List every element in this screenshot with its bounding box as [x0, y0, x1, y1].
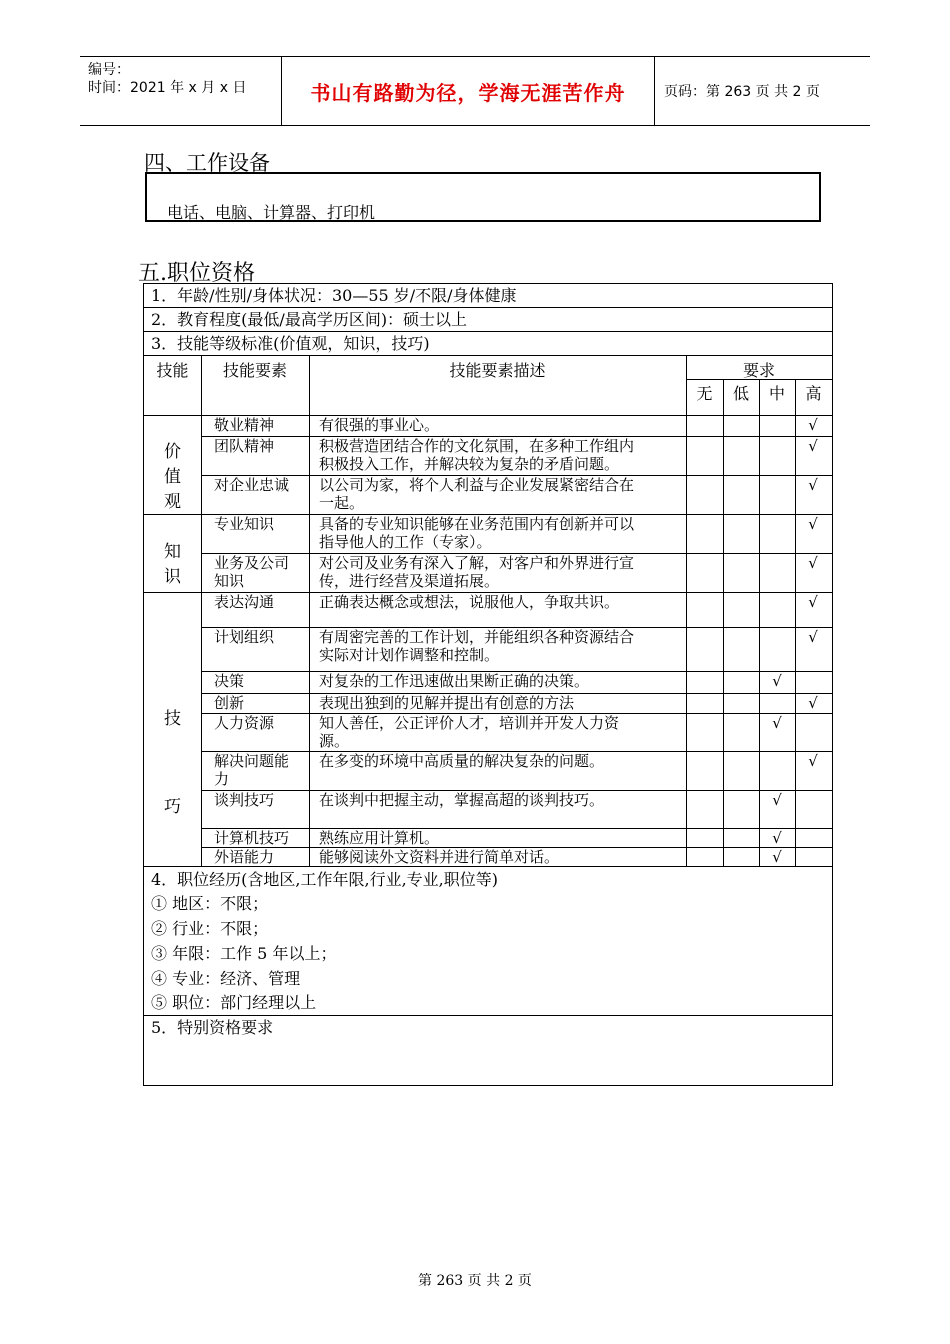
experience-item: ⑤ 职位：部门经理以上 — [151, 993, 317, 1012]
skill-description-cont: 积极投入工作，并解决较为复杂的矛盾问题。 — [319, 455, 620, 473]
skill-element: 外语能力 — [214, 848, 275, 866]
experience-item: ① 地区：不限； — [151, 894, 269, 913]
experience-item: ② 行业：不限； — [151, 919, 269, 938]
requirement-check-mark: √ — [808, 593, 818, 611]
skill-element: 解决问题能 — [214, 752, 290, 770]
skill-description: 在谈判中把握主动，掌握高超的谈判技巧。 — [319, 791, 605, 809]
table-line — [686, 355, 687, 866]
section-5-title: 五.职位资格 — [138, 261, 255, 286]
requirement-check-mark: √ — [772, 672, 782, 690]
skill-description: 熟练应用计算机。 — [319, 829, 440, 847]
level-mid: 中 — [768, 384, 785, 403]
skill-description: 正确表达概念或想法，说服他人，争取共识。 — [319, 593, 620, 611]
skill-element: 计划组织 — [214, 628, 275, 646]
requirement-check-mark: √ — [808, 752, 818, 770]
requirement-check-mark: √ — [772, 714, 782, 732]
equipment-box — [145, 172, 821, 222]
requirement-check-mark: √ — [808, 515, 818, 533]
skill-element: 团队精神 — [214, 437, 275, 455]
education-row: 2．教育程度(最低/最高学历区间)：硕士以上 — [151, 310, 468, 329]
page-header — [80, 56, 870, 126]
experience-item: ③ 年限：工作 5 年以上； — [151, 944, 337, 963]
header-page-label: 页码：第 263 页 共 2 页 — [664, 84, 820, 100]
table-line — [144, 355, 832, 356]
category-knowledge: 知 识 — [164, 542, 181, 587]
skill-description: 对公司及业务有深入了解，对客户和外界进行宣 — [319, 554, 635, 572]
experience-title: 4．职位经历(含地区,工作年限,行业,专业,职位等) — [151, 870, 499, 889]
skill-element: 表达沟通 — [214, 593, 275, 611]
header-meta — [80, 57, 281, 125]
requirement-check-mark: √ — [808, 694, 818, 712]
header-motto: 书山有路勤为径，学海无涯苦作舟 — [281, 57, 655, 125]
header-element: 技能要素 — [222, 361, 287, 380]
section-4-title: 四、工作设备 — [144, 151, 270, 175]
skill-element: 谈判技巧 — [214, 791, 275, 809]
age-gender-health-row: 1．年龄/性别/身体状况：30—55 岁/不限/身体健康 — [151, 286, 517, 305]
skill-description: 有很强的事业心。 — [319, 416, 440, 434]
skill-element: 计算机技巧 — [214, 829, 290, 847]
requirement-check-mark: √ — [808, 416, 818, 434]
requirement-check-mark: √ — [808, 554, 818, 572]
table-line — [309, 355, 310, 866]
header-description: 技能要素描述 — [449, 361, 546, 380]
requirement-check-mark: √ — [772, 791, 782, 809]
skill-description: 对复杂的工作迅速做出果断正确的决策。 — [319, 672, 590, 690]
skill-description: 表现出独到的见解并提出有创意的方法 — [319, 694, 575, 712]
level-high: 高 — [805, 384, 822, 403]
skill-description: 在多变的环境中高质量的解决复杂的问题。 — [319, 752, 605, 770]
skill-element-cont: 知识 — [214, 572, 245, 590]
table-line — [144, 331, 832, 332]
category-skills-bottom: 巧 — [164, 797, 181, 817]
skill-description: 具备的专业知识能够在业务范围内有创新并可以 — [319, 515, 635, 533]
skill-standard-row: 3．技能等级标准(价值观，知识，技巧) — [151, 334, 430, 353]
requirement-check-mark: √ — [772, 829, 782, 847]
page-footer: 第 263 页 共 2 页 — [418, 1273, 532, 1289]
skill-element: 业务及公司 — [214, 554, 290, 572]
table-line — [144, 1015, 832, 1016]
equipment-text: 电话、电脑、计算器、打印机 — [167, 203, 376, 222]
requirement-check-mark: √ — [808, 476, 818, 494]
skill-description: 有周密完善的工作计划，并能组织各种资源结合 — [319, 628, 635, 646]
header-skill: 技能 — [156, 361, 189, 380]
level-none: 无 — [696, 384, 713, 403]
header-requirement: 要求 — [742, 361, 775, 380]
skill-description: 能够阅读外文资料并进行简单对话。 — [319, 848, 560, 866]
skill-description-cont: 指导他人的工作（专家）。 — [319, 533, 492, 551]
table-line — [723, 379, 724, 866]
skill-description-cont: 一起。 — [319, 494, 365, 512]
skill-description: 知人善任，公正评价人才，培训并开发人力资 — [319, 714, 620, 732]
skill-element: 对企业忠诚 — [214, 476, 290, 494]
level-low: 低 — [732, 384, 749, 403]
skill-element: 专业知识 — [214, 515, 275, 533]
requirement-check-mark: √ — [772, 848, 782, 866]
special-requirements-title: 5．特别资格要求 — [151, 1018, 274, 1037]
skill-element-cont: 力 — [214, 770, 230, 788]
qualification-table — [143, 283, 833, 1086]
skill-description: 积极营造团结合作的文化氛围，在多种工作组内 — [319, 437, 635, 455]
skill-element: 创新 — [214, 694, 245, 712]
requirement-check-mark: √ — [808, 628, 818, 646]
skill-description: 以公司为家，将个人利益与企业发展紧密结合在 — [319, 476, 635, 494]
table-line — [201, 828, 832, 829]
skill-description-cont: 源。 — [319, 732, 350, 750]
document-number-label: 编号： — [88, 62, 130, 78]
skill-element: 决策 — [214, 672, 245, 690]
skill-description-cont: 传，进行经营及渠道拓展。 — [319, 572, 500, 590]
document-time-label: 时间：2021 年 x 月 x 日 — [88, 80, 247, 96]
experience-item: ④ 专业：经济、管理 — [151, 969, 301, 988]
skill-element: 敬业精神 — [214, 416, 275, 434]
skill-element: 人力资源 — [214, 714, 275, 732]
table-line — [201, 355, 202, 866]
requirement-check-mark: √ — [808, 437, 818, 455]
category-skills-top: 技 — [164, 709, 181, 729]
category-values: 价 值 观 — [164, 442, 181, 512]
skill-description-cont: 实际对计划作调整和控制。 — [319, 646, 500, 664]
table-line — [144, 307, 832, 308]
